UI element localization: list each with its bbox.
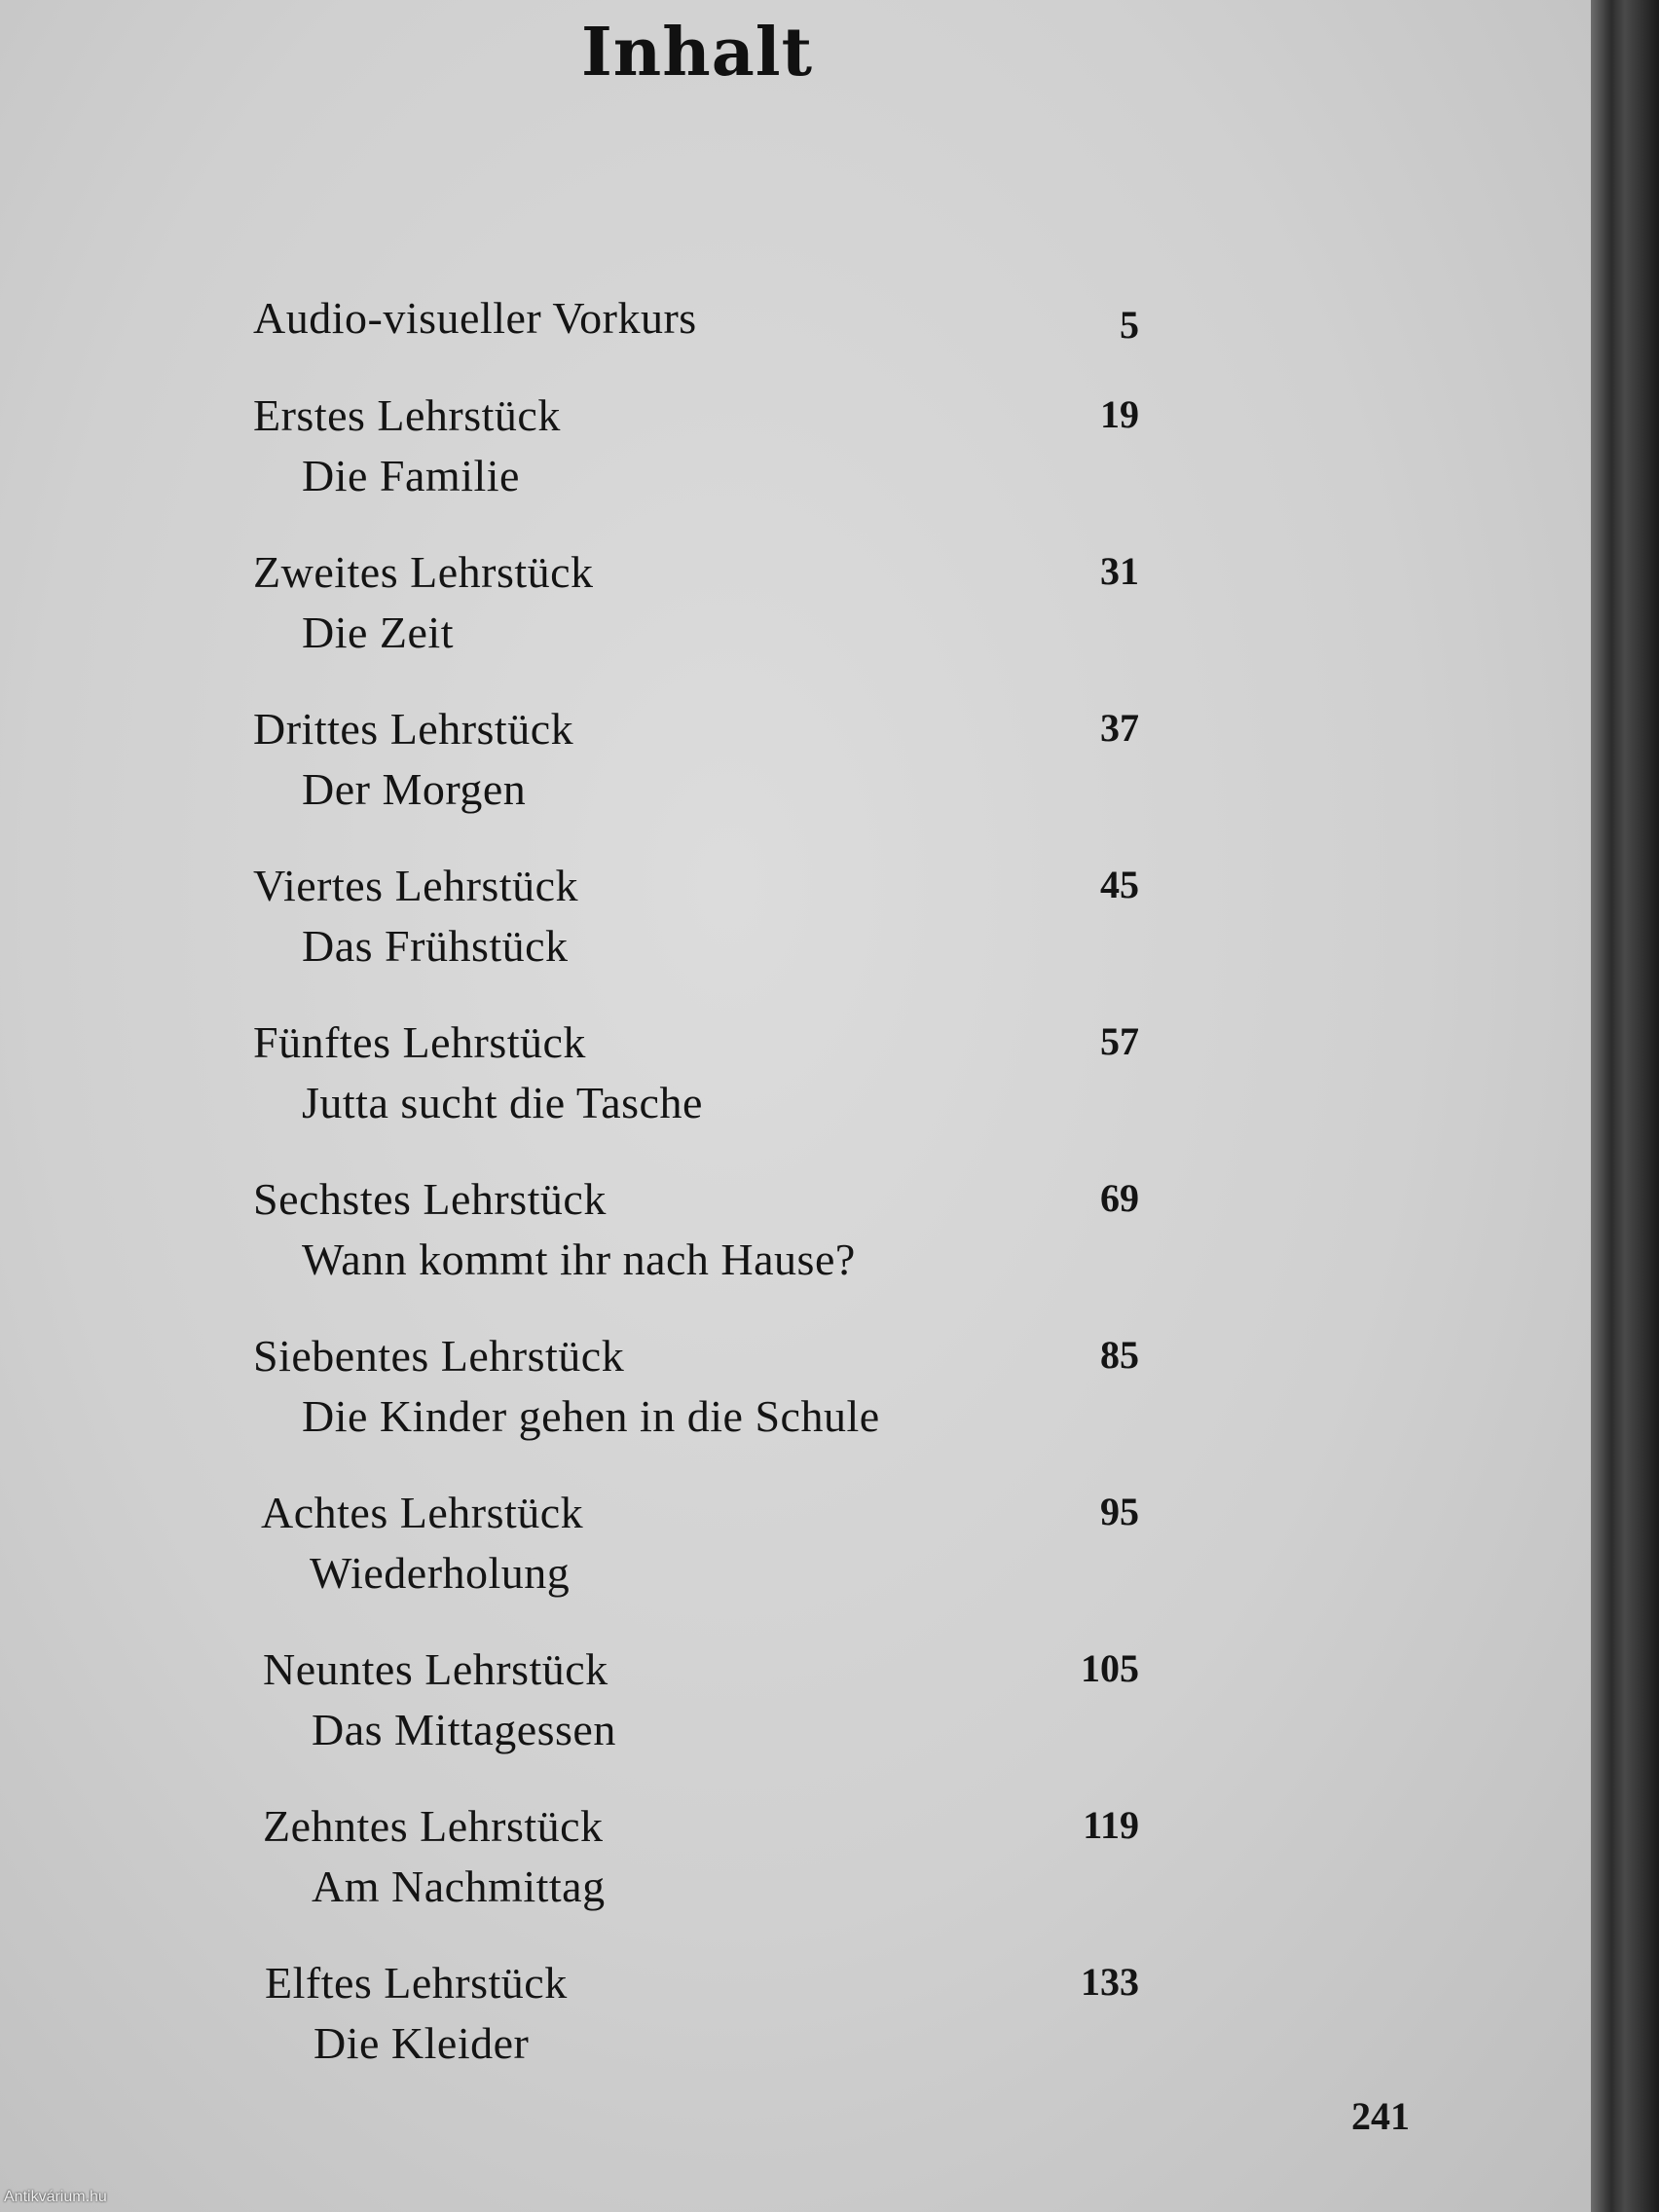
toc-entry-page: 57 xyxy=(1100,1019,1139,1063)
toc-entry-subtitle: Die Familie xyxy=(302,451,520,500)
toc-entry-heading: Fünftes Lehrstück xyxy=(253,1017,586,1067)
toc-entry-heading: Elftes Lehrstück xyxy=(265,1958,568,2008)
toc-entry-subtitle: Die Kinder gehen in die Schule xyxy=(302,1391,880,1441)
toc-entry xyxy=(0,389,1207,506)
toc-entry-subtitle: Am Nachmittag xyxy=(312,1862,606,1911)
toc-entry-heading: Sechstes Lehrstück xyxy=(253,1174,607,1224)
toc-entry-page: 69 xyxy=(1100,1176,1139,1220)
toc-entry-page: 85 xyxy=(1100,1333,1139,1377)
toc-entry-page: 31 xyxy=(1100,549,1139,593)
toc-entry-heading: Viertes Lehrstück xyxy=(253,861,579,910)
toc-entry-subtitle: Wann kommt ihr nach Hause? xyxy=(302,1235,856,1284)
toc-entry xyxy=(0,1800,1207,1917)
toc-entry-subtitle: Jutta sucht die Tasche xyxy=(302,1078,703,1127)
book-spine xyxy=(1591,0,1659,2212)
toc-entry-page: 133 xyxy=(1081,1960,1139,2004)
page-number: 241 xyxy=(1351,2094,1410,2138)
toc-entry xyxy=(0,1016,1207,1133)
toc-entry-heading: Zweites Lehrstück xyxy=(253,547,594,597)
toc-entry-heading: Audio-visueller Vorkurs xyxy=(253,293,697,343)
toc-entry-heading: Achtes Lehrstück xyxy=(261,1488,584,1537)
watermark: Antikvárium.hu xyxy=(4,2189,107,2205)
toc-entry-subtitle: Das Frühstück xyxy=(302,921,569,971)
toc-entry-heading: Neuntes Lehrstück xyxy=(263,1644,608,1694)
toc-entry-page: 45 xyxy=(1100,863,1139,906)
toc-entry xyxy=(0,1330,1207,1447)
toc-entry xyxy=(0,860,1207,977)
toc-entry-heading: Erstes Lehrstück xyxy=(253,390,561,440)
toc-entry-heading: Siebentes Lehrstück xyxy=(253,1331,625,1381)
toc-entry-heading: Drittes Lehrstück xyxy=(253,704,574,754)
toc-entry xyxy=(0,546,1207,663)
toc-entry-page: 5 xyxy=(1120,303,1139,347)
toc-entry-subtitle: Der Morgen xyxy=(302,764,527,814)
toc-entry-page: 95 xyxy=(1100,1490,1139,1533)
toc-entry xyxy=(0,1487,1207,1604)
toc-entry-subtitle: Wiederholung xyxy=(310,1548,571,1598)
toc-entry-page: 37 xyxy=(1100,706,1139,750)
toc-entry xyxy=(0,1173,1207,1290)
toc-entry-subtitle: Die Zeit xyxy=(302,608,454,657)
toc-entry-subtitle: Das Mittagessen xyxy=(312,1705,616,1754)
toc-entry xyxy=(0,1957,1207,2074)
toc-entry-subtitle: Die Kleider xyxy=(313,2018,530,2068)
toc-entry xyxy=(0,1643,1207,1760)
toc-entry xyxy=(0,703,1207,820)
toc-entry-page: 105 xyxy=(1081,1646,1139,1690)
toc-entry-page: 119 xyxy=(1083,1803,1139,1847)
toc-entry-page: 19 xyxy=(1100,392,1139,436)
page-title: Inhalt xyxy=(581,14,813,92)
toc-entry-heading: Zehntes Lehrstück xyxy=(263,1801,604,1851)
